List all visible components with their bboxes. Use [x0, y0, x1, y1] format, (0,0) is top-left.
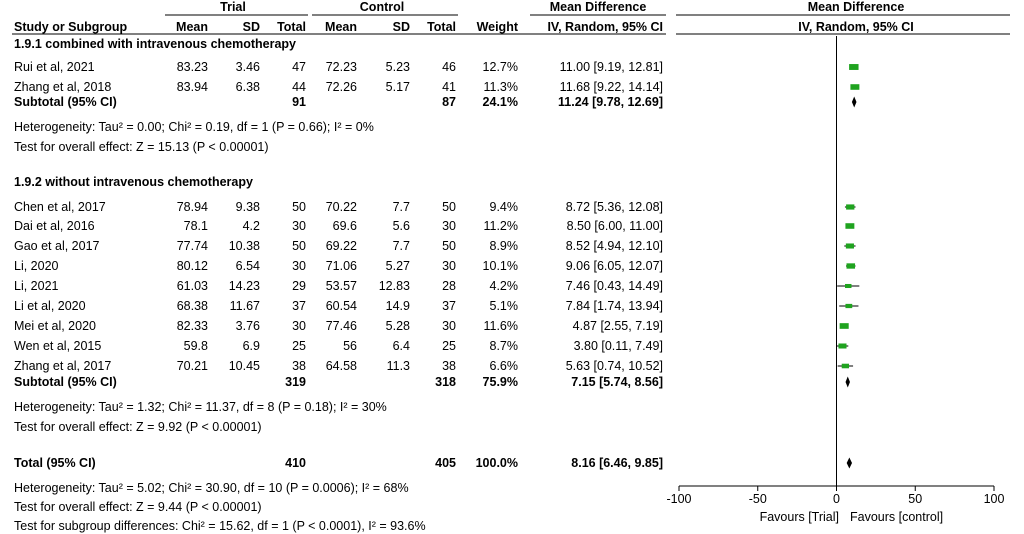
- subgroup-title: 1.9.1 combined with intravenous chemotherapy: [14, 37, 297, 51]
- control-mean: 71.06: [325, 259, 357, 273]
- pooled-diamond: [852, 97, 857, 108]
- control-mean: 56: [343, 339, 357, 353]
- subtotal-trial-total: 319: [285, 375, 306, 389]
- overall-effect-text: Test for overall effect: Z = 15.13 (P < 0.00001): [14, 140, 269, 154]
- pooled-diamond: [846, 377, 850, 388]
- total-control-total: 405: [435, 456, 456, 470]
- study-weight: 4.2%: [489, 279, 518, 293]
- total-heterogeneity-text: Heterogeneity: Tau² = 5.02; Chi² = 30.90, df = 10 (P = 0.0006); I² = 68%: [14, 481, 409, 495]
- table: [12, 0, 1010, 533]
- control-mean: 64.58: [325, 359, 357, 373]
- header-weight: Weight: [476, 20, 518, 34]
- study-ci: 9.06 [6.05, 12.07]: [565, 259, 663, 273]
- header-trial: Trial: [220, 0, 246, 14]
- study-ci: 7.84 [1.74, 13.94]: [565, 299, 663, 313]
- overall-effect-text: Test for overall effect: Z = 9.92 (P < 0.00001): [14, 420, 262, 434]
- control-mean: 69.6: [332, 219, 357, 233]
- trial-mean: 78.94: [176, 200, 208, 214]
- x-tick-label: 100: [983, 492, 1005, 506]
- study-name: Gao et al, 2017: [14, 239, 100, 253]
- trial-total: 37: [292, 299, 306, 313]
- study-weight: 8.9%: [489, 239, 518, 253]
- trial-sd: 9.38: [235, 200, 260, 214]
- trial-mean: 70.21: [176, 359, 208, 373]
- trial-mean: 61.03: [176, 279, 208, 293]
- control-sd: 5.17: [385, 80, 410, 94]
- control-mean: 72.26: [325, 80, 357, 94]
- subtotal-weight: 75.9%: [482, 375, 518, 389]
- study-marker: [847, 263, 856, 268]
- control-mean: 70.22: [325, 200, 357, 214]
- trial-sd: 10.38: [228, 239, 260, 253]
- study-name: Zhang et al, 2017: [14, 359, 112, 373]
- control-mean: 53.57: [325, 279, 357, 293]
- study-weight: 8.7%: [489, 339, 518, 353]
- trial-total: 50: [292, 200, 306, 214]
- trial-total: 44: [292, 80, 306, 94]
- trial-mean: 78.1: [183, 219, 208, 233]
- trial-total: 47: [292, 60, 306, 74]
- header-mean-difference-plot: Mean Difference: [807, 0, 905, 14]
- control-total: 28: [442, 279, 456, 293]
- subtotal-trial-total: 91: [292, 95, 306, 109]
- control-sd: 5.6: [392, 219, 410, 233]
- trial-mean: 83.23: [176, 60, 208, 74]
- forest-graph: [666, 36, 1004, 524]
- x-tick-label: 50: [908, 492, 923, 506]
- study-weight: 12.7%: [482, 60, 518, 74]
- subtotal-weight: 24.1%: [482, 95, 518, 109]
- study-name: Chen et al, 2017: [14, 200, 106, 214]
- trial-total: 50: [292, 239, 306, 253]
- study-ci: 11.68 [9.22, 14.14]: [559, 80, 663, 94]
- total-label: Total (95% CI): [14, 456, 96, 470]
- control-total: 41: [442, 80, 456, 94]
- study-marker: [838, 343, 846, 348]
- header-trial-mean: Mean: [176, 20, 208, 34]
- study-marker: [840, 323, 849, 329]
- trial-total: 30: [292, 319, 306, 333]
- study-weight: 11.6%: [483, 319, 518, 333]
- trial-sd: 11.67: [229, 299, 260, 313]
- subtotal-control-total: 318: [435, 375, 456, 389]
- x-tick-label: 0: [833, 492, 840, 506]
- heterogeneity-text: Heterogeneity: Tau² = 1.32; Chi² = 11.37, df = 8 (P = 0.18); I² = 30%: [14, 400, 387, 414]
- study-weight: 11.2%: [483, 219, 518, 233]
- control-mean: 60.54: [325, 299, 357, 313]
- favours-trial-label: Favours [Trial]: [759, 510, 839, 524]
- control-total: 30: [442, 259, 456, 273]
- control-total: 38: [442, 359, 456, 373]
- study-weight: 11.3%: [483, 80, 518, 94]
- x-tick-label: -100: [666, 492, 692, 506]
- study-name: Wen et al, 2015: [14, 339, 102, 353]
- study-marker: [842, 364, 849, 369]
- study-marker: [850, 84, 859, 90]
- trial-mean: 80.12: [176, 259, 208, 273]
- header-ci-plot: IV, Random, 95% CI: [798, 20, 914, 34]
- control-total: 46: [442, 60, 456, 74]
- control-sd: 12.83: [378, 279, 410, 293]
- study-marker: [849, 64, 858, 70]
- control-total: 30: [442, 319, 456, 333]
- header-control-mean: Mean: [325, 20, 357, 34]
- study-ci: 5.63 [0.74, 10.52]: [565, 359, 663, 373]
- pooled-diamond: [847, 458, 852, 469]
- trial-total: 38: [292, 359, 306, 373]
- trial-sd: 6.38: [235, 80, 260, 94]
- study-marker: [845, 223, 854, 229]
- control-mean: 69.22: [325, 239, 357, 253]
- header-control-total: Total: [427, 20, 456, 34]
- trial-total: 29: [292, 279, 306, 293]
- header-control-sd: SD: [392, 20, 410, 34]
- subtotal-ci: 7.15 [5.74, 8.56]: [571, 375, 663, 389]
- study-name: Mei et al, 2020: [14, 319, 96, 333]
- trial-mean: 68.38: [176, 299, 208, 313]
- trial-mean: 77.74: [176, 239, 208, 253]
- study-ci: 8.50 [6.00, 11.00]: [566, 219, 663, 233]
- trial-sd: 3.46: [235, 60, 260, 74]
- subtotal-label: Subtotal (95% CI): [14, 95, 117, 109]
- control-total: 25: [442, 339, 456, 353]
- trial-mean: 83.94: [176, 80, 208, 94]
- trial-total: 30: [292, 219, 306, 233]
- study-name: Dai et al, 2016: [14, 219, 95, 233]
- total-trial-total: 410: [285, 456, 306, 470]
- study-name: Li, 2020: [14, 259, 59, 273]
- subtotal-label: Subtotal (95% CI): [14, 375, 117, 389]
- header-ci: IV, Random, 95% CI: [547, 20, 663, 34]
- study-weight: 6.6%: [489, 359, 518, 373]
- heterogeneity-text: Heterogeneity: Tau² = 0.00; Chi² = 0.19, df = 1 (P = 0.66); I² = 0%: [14, 120, 374, 134]
- subtotal-control-total: 87: [442, 95, 456, 109]
- trial-mean: 59.8: [183, 339, 208, 353]
- study-weight: 5.1%: [489, 299, 518, 313]
- trial-mean: 82.33: [176, 319, 208, 333]
- study-name: Zhang et al, 2018: [14, 80, 112, 94]
- favours-control-label: Favours [control]: [850, 510, 944, 524]
- trial-sd: 6.9: [242, 339, 260, 353]
- x-tick-label: -50: [748, 492, 767, 506]
- header-trial-total: Total: [277, 20, 306, 34]
- header-trial-sd: SD: [242, 20, 260, 34]
- total-ci: 8.16 [6.46, 9.85]: [571, 456, 663, 470]
- trial-sd: 3.76: [235, 319, 260, 333]
- study-marker: [846, 204, 854, 209]
- study-marker: [845, 304, 852, 308]
- trial-sd: 4.2: [242, 219, 260, 233]
- study-ci: 4.87 [2.55, 7.19]: [572, 319, 663, 333]
- control-sd: 5.23: [385, 60, 410, 74]
- total-overall-effect-text: Test for overall effect: Z = 9.44 (P < 0.00001): [14, 500, 262, 514]
- control-sd: 14.9: [385, 299, 410, 313]
- control-mean: 77.46: [325, 319, 357, 333]
- study-name: Rui et al, 2021: [14, 60, 95, 74]
- study-marker: [845, 284, 851, 288]
- control-total: 50: [442, 239, 456, 253]
- control-sd: 7.7: [392, 200, 410, 214]
- trial-total: 25: [292, 339, 306, 353]
- header-control: Control: [359, 0, 405, 14]
- study-ci: 8.52 [4.94, 12.10]: [565, 239, 663, 253]
- control-total: 30: [442, 219, 456, 233]
- total-weight: 100.0%: [475, 456, 518, 470]
- study-weight: 10.1%: [482, 259, 518, 273]
- control-sd: 6.4: [392, 339, 410, 353]
- control-sd: 11.3: [386, 359, 410, 373]
- trial-sd: 10.45: [228, 359, 260, 373]
- header-study: Study or Subgroup: [14, 20, 128, 34]
- trial-sd: 14.23: [228, 279, 260, 293]
- subgroup-differences-text: Test for subgroup differences: Chi² = 15.62, df = 1 (P < 0.0001), I² = 93.6%: [14, 519, 426, 533]
- control-total: 50: [442, 200, 456, 214]
- control-sd: 5.27: [385, 259, 410, 273]
- subgroup-title: 1.9.2 without intravenous chemotherapy: [14, 175, 253, 189]
- trial-total: 30: [292, 259, 306, 273]
- study-name: Li et al, 2020: [14, 299, 86, 313]
- control-total: 37: [442, 299, 456, 313]
- trial-sd: 6.54: [235, 259, 260, 273]
- study-name: Li, 2021: [14, 279, 59, 293]
- study-ci: 7.46 [0.43, 14.49]: [565, 279, 663, 293]
- subtotal-ci: 11.24 [9.78, 12.69]: [558, 95, 663, 109]
- control-sd: 5.28: [385, 319, 410, 333]
- study-ci: 3.80 [0.11, 7.49]: [573, 339, 663, 353]
- control-sd: 7.7: [392, 239, 410, 253]
- study-ci: 11.00 [9.19, 12.81]: [559, 60, 663, 74]
- study-marker: [846, 243, 854, 248]
- control-mean: 72.23: [325, 60, 357, 74]
- study-ci: 8.72 [5.36, 12.08]: [565, 200, 663, 214]
- header-mean-difference: Mean Difference: [549, 0, 647, 14]
- study-weight: 9.4%: [489, 200, 518, 214]
